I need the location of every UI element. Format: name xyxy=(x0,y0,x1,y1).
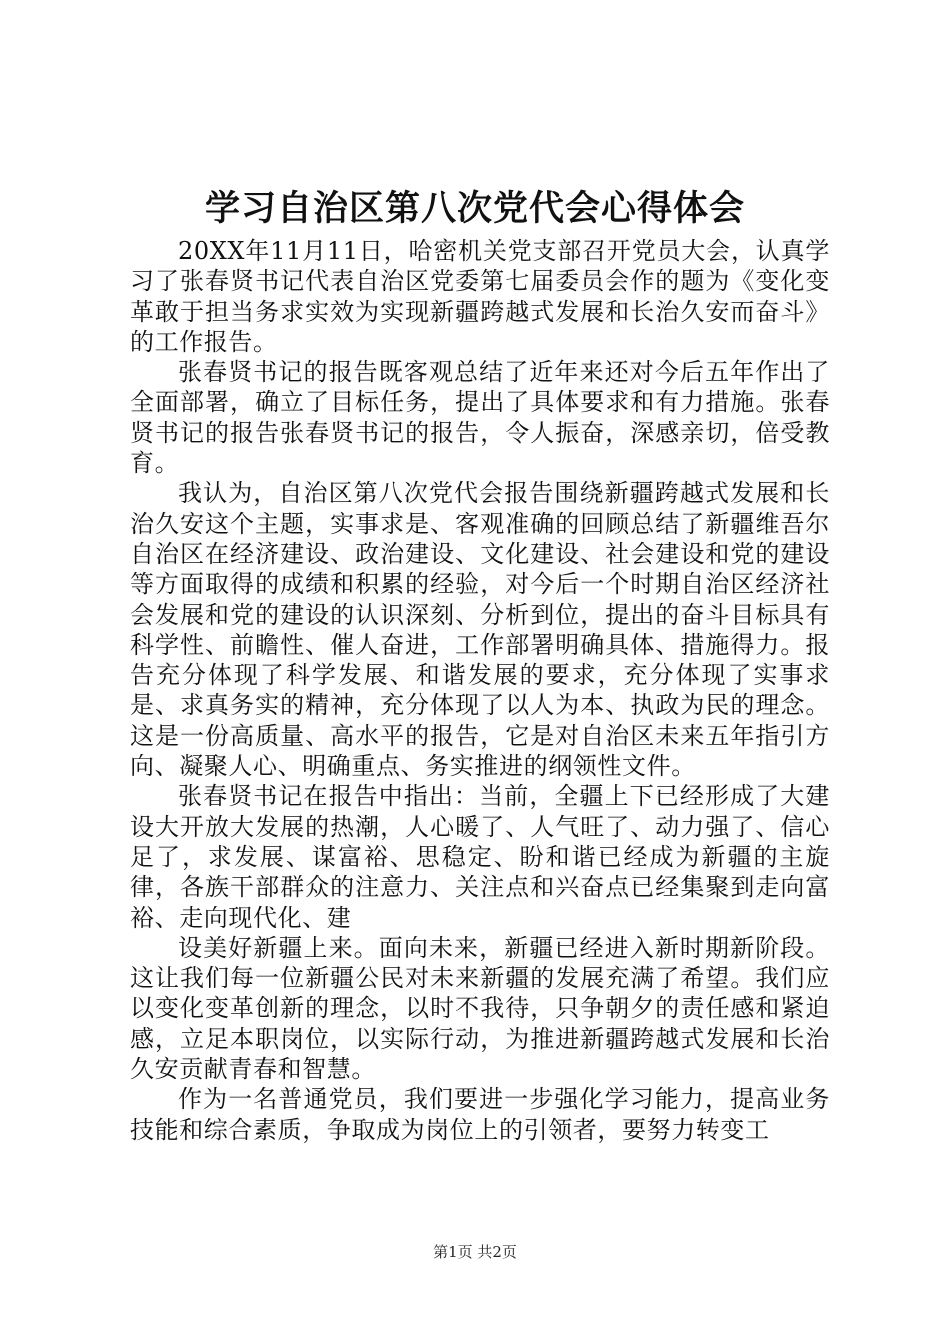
paragraph: 我认为，自治区第八次党代会报告围绕新疆跨越式发展和长治久安这个主题，实事求是、客观准确的回顾总结了新疆维吾尔自治区在经济建设、政治建设、文化建设、社会建设和党的建设等方面取得的成绩和积累的经验，对今后一个时期自治区经济社会发展和党的建设的认识深刻、分析到位，提出的奋斗目标具有科学性、前瞻性、催人奋进，工作部署明确具体、措施得力。报告充分体现了科学发展、和谐发展的要求，充分体现了实事求是、求真务实的精神，充分体现了以人为本、执政为民的理念。这是一份高质量、高水平的报告，它是对自治区未来五年指引方向、凝聚人心、明确重点、务实推进的纲领性文件。 xyxy=(130,479,830,781)
paragraph: 张春贤书记在报告中指出：当前，全疆上下已经形成了大建设大开放大发展的热潮，人心暖了、人气旺了、动力强了、信心足了，求发展、谋富裕、思稳定、盼和谐已经成为新疆的主旋律，各族干部群众的注意力、关注点和兴奋点已经集聚到走向富裕、走向现代化、建 xyxy=(130,782,830,932)
paragraph: 作为一名普通党员，我们要进一步强化学习能力，提高业务技能和综合素质，争取成为岗位上的引领者，要努力转变工 xyxy=(130,1085,830,1144)
document-title: 学习自治区第八次党代会心得体会 xyxy=(204,188,745,229)
paragraph: 张春贤书记的报告既客观总结了近年来还对今后五年作出了全面部署，确立了目标任务，提出了具体要求和有力措施。张春贤书记的报告张春贤书记的报告，令人振奋，深感亲切，倍受教育。 xyxy=(130,358,830,478)
paragraph: 设美好新疆上来。面向未来，新疆已经进入新时期新阶段。这让我们每一位新疆公民对未来新疆的发展充满了希望。我们应以变化变革创新的理念，以时不我待，只争朝夕的责任感和紧迫感，立足本职岗位，以实际行动，为推进新疆跨越式发展和长治久安贡献青春和智慧。 xyxy=(130,933,830,1084)
paragraph: 20XX年11月11日，哈密机关党支部召开党员大会，认真学习了张春贤书记代表自治区党委第七届委员会作的题为《变化变革敢于担当务求实效为实现新疆跨越式发展和长治久安而奋斗》的工作报告。 xyxy=(130,237,830,356)
page-number-footer: 第1页 共2页 xyxy=(433,1243,517,1261)
document-body xyxy=(130,236,830,1145)
